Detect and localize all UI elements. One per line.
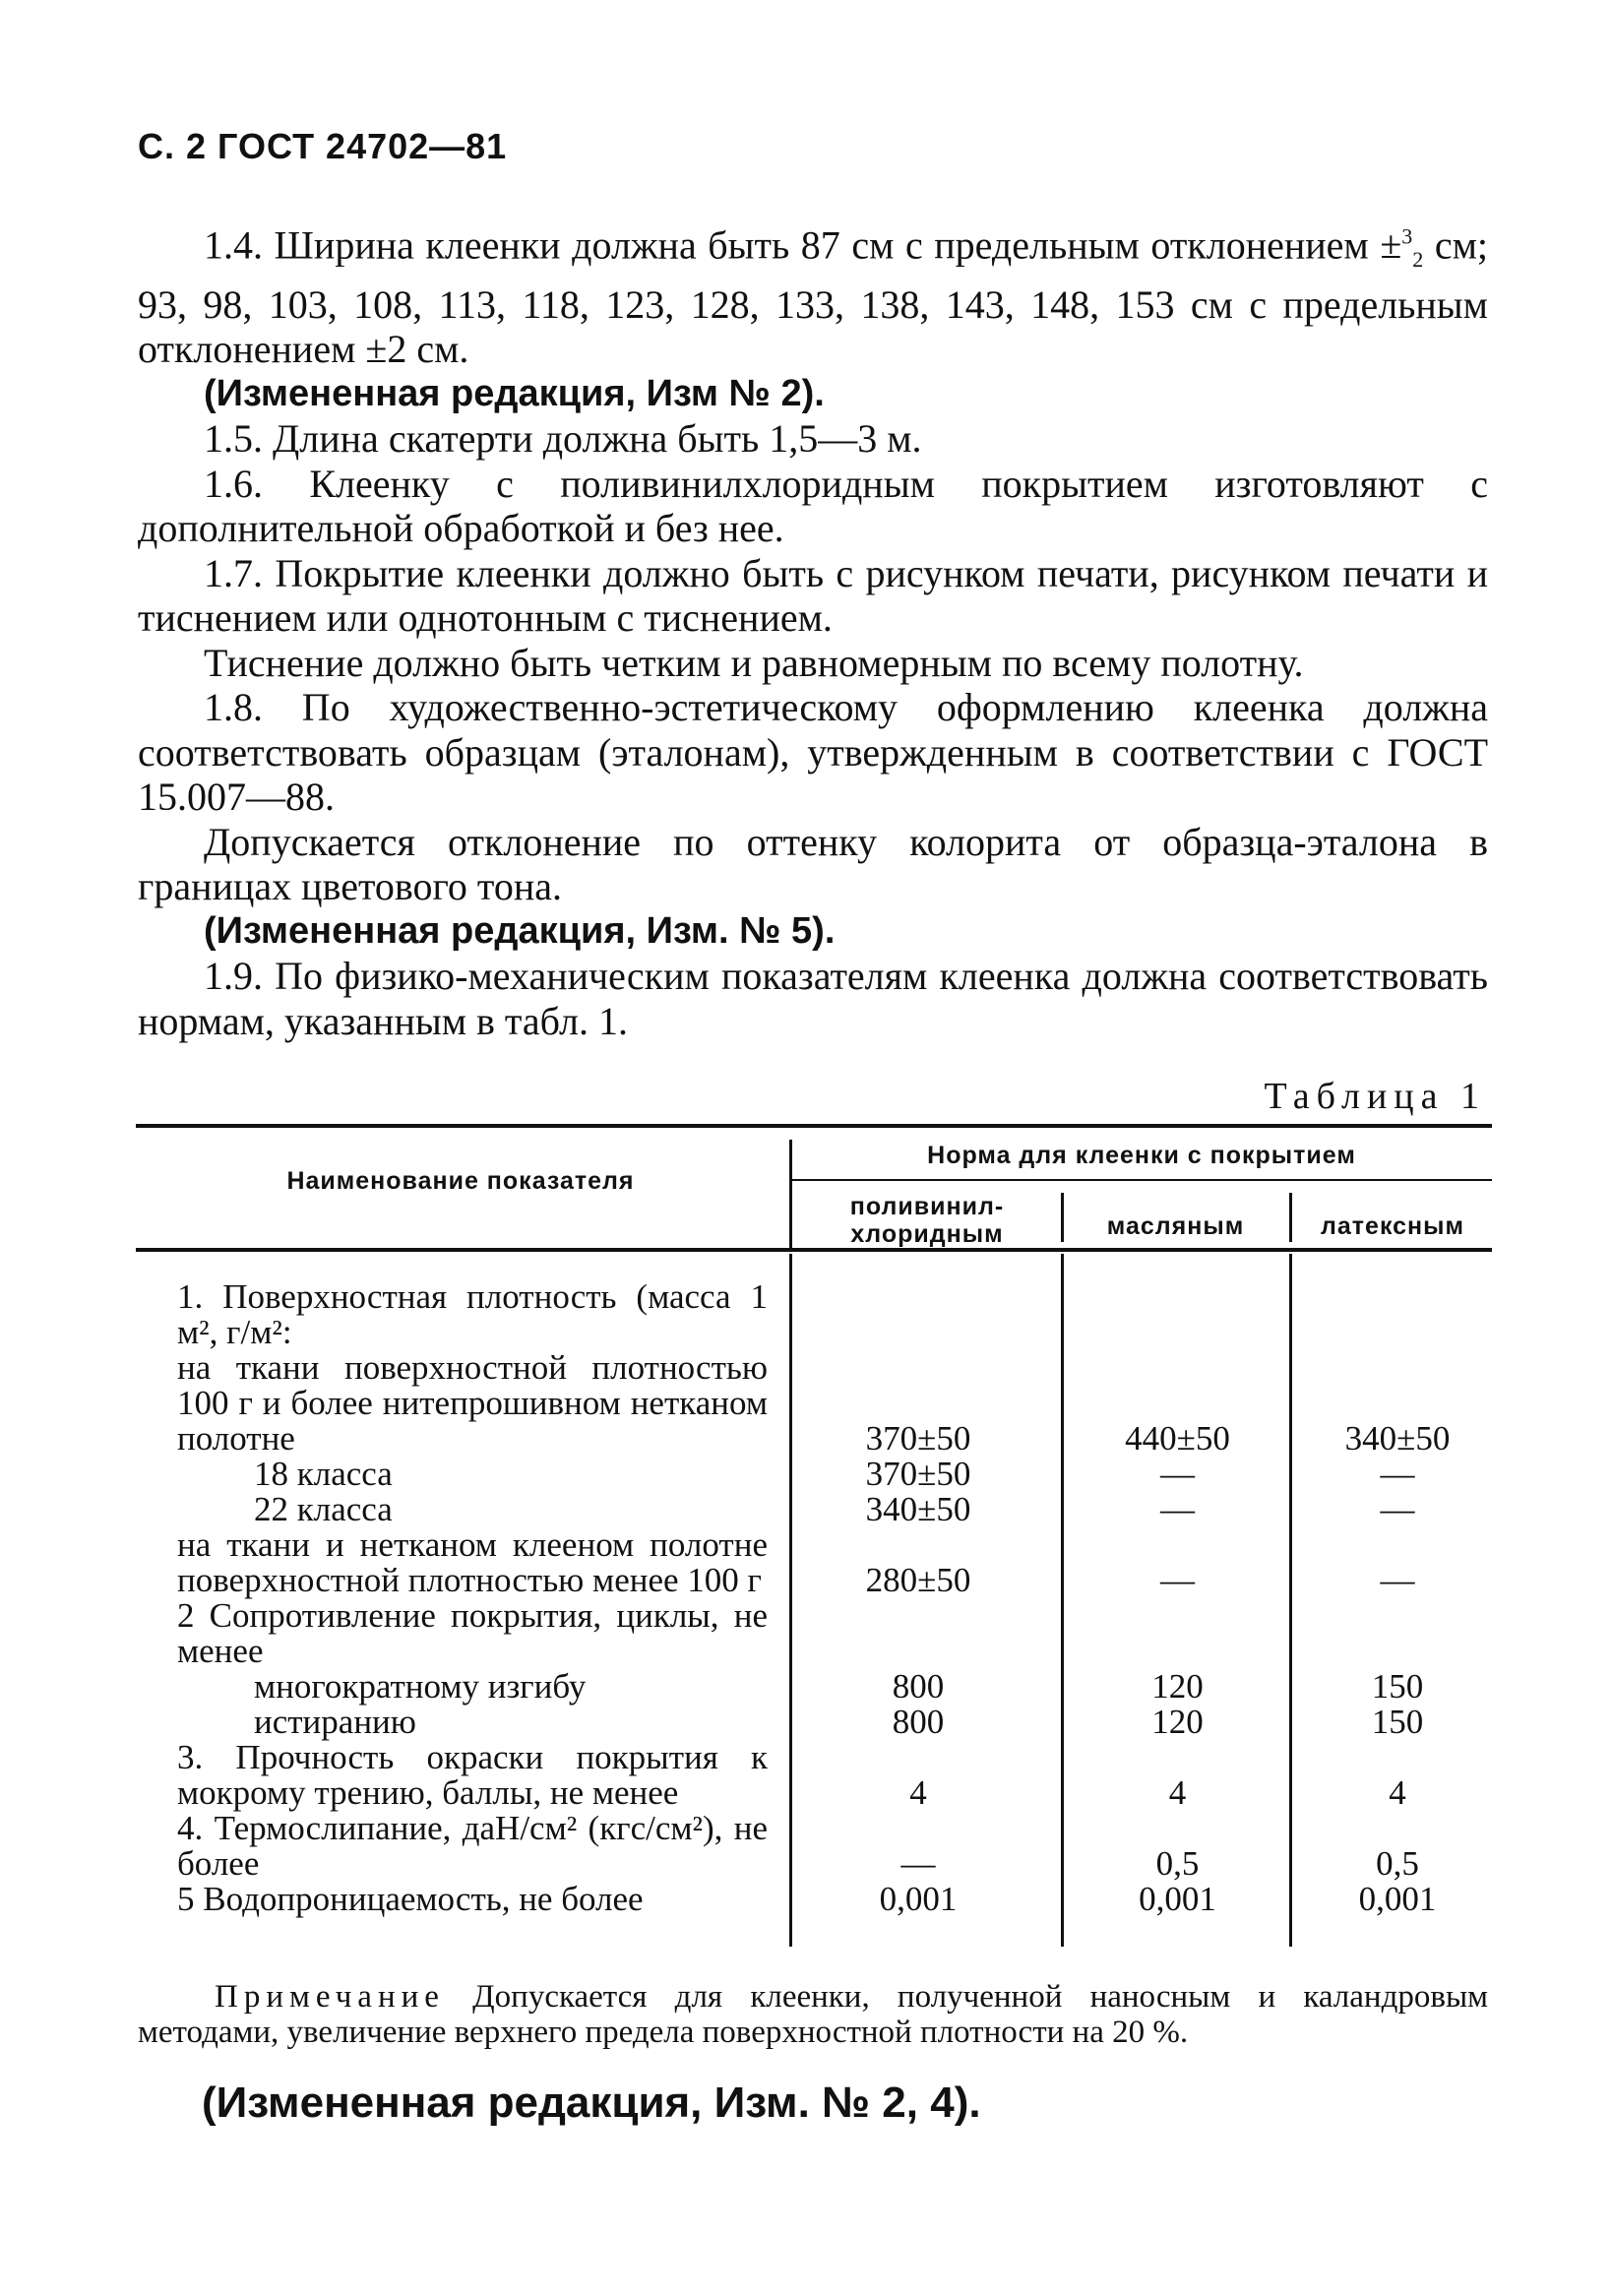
- table-caption: Таблица 1: [1264, 1076, 1486, 1117]
- value-pvc: 4: [909, 1773, 927, 1812]
- value-oil: —: [1160, 1490, 1195, 1528]
- value-oil: 120: [1151, 1703, 1204, 1741]
- row-label: на ткани поверхностной плотностью 100 г и более нитепрошивном нетканом полотне: [177, 1348, 768, 1458]
- paragraph-1-4: [138, 215, 1488, 372]
- value-pvc: 370±50: [865, 1419, 971, 1458]
- value-latex: 0,5: [1376, 1844, 1419, 1883]
- table-row: [136, 1350, 1492, 1457]
- header-bottom-rule: [136, 1248, 1492, 1252]
- paragraph-1-6: 1.6. Клеенку с поливинилхлоридным покрытием изготовляют с дополнительной обработкой и без нее.: [138, 461, 1488, 551]
- table-row: [136, 1527, 1492, 1598]
- value-pvc: 800: [892, 1667, 945, 1706]
- table-row: [136, 1457, 1492, 1492]
- paragraph-1-7: 1.7. Покрытие клеенки должно быть с рисунком печати, рисунком печати и тиснением или однотонным с тиснением.: [138, 550, 1488, 641]
- header-norm-group: Норма для клеенки с покрытием: [927, 1142, 1356, 1169]
- value-latex: 150: [1371, 1667, 1424, 1706]
- revision-note-2: (Измененная редакция, Изм. № 5).: [204, 909, 836, 952]
- value-latex: —: [1380, 1561, 1415, 1599]
- paragraph-1-8-deviation: Допускается отклонение по оттенку колорита от образца-эталона в границах цветового тона.: [138, 819, 1488, 909]
- value-pvc: 0,001: [879, 1880, 958, 1918]
- header-divider-1: [789, 1140, 792, 1248]
- value-latex: 150: [1371, 1703, 1424, 1741]
- value-pvc: 280±50: [865, 1561, 971, 1599]
- table-row: [136, 1705, 1492, 1740]
- table-row: [136, 1492, 1492, 1527]
- value-latex: —: [1380, 1490, 1415, 1528]
- page-header: С. 2 ГОСТ 24702—81: [138, 126, 508, 166]
- value-oil: —: [1160, 1561, 1195, 1599]
- tolerance: [1380, 222, 1424, 273]
- table-body: [136, 1279, 1492, 1917]
- value-oil: 120: [1151, 1667, 1204, 1706]
- header-divider-3: [1289, 1193, 1292, 1242]
- tolerance-sign: ±: [1380, 222, 1402, 268]
- header-indicator-name: Наименование показателя: [286, 1167, 635, 1195]
- value-oil: 4: [1168, 1773, 1187, 1812]
- table-note: [138, 1979, 1488, 2050]
- row-label: на ткани и нетканом клееном полотне поверхностной плотностью менее 100 г: [177, 1525, 768, 1599]
- paragraph-1-5: 1.5. Длина скатерти должна быть 1,5—3 м.: [204, 416, 922, 462]
- tolerance-lower: 2: [1412, 247, 1424, 273]
- table-row: [136, 1669, 1492, 1705]
- table-top-rule: [136, 1124, 1492, 1128]
- value-pvc: —: [900, 1844, 936, 1883]
- revision-note-1: (Измененная редакция, Изм № 2).: [204, 372, 825, 414]
- value-latex: —: [1380, 1455, 1415, 1493]
- value-oil: 0,001: [1139, 1880, 1216, 1918]
- value-oil: —: [1160, 1455, 1195, 1493]
- note-lead: Примечание: [215, 1979, 445, 2015]
- value-pvc: 340±50: [865, 1490, 971, 1528]
- paragraph-1-4-part-a: 1.4. Ширина клеенки должна быть 87 см с предельным отклонением: [204, 222, 1381, 268]
- header-group-rule: [791, 1179, 1492, 1181]
- paragraph-1-4-part-b: см; 93, 98, 103, 108, 113, 118, 123, 128, 133, 138, 143, 148, 153 см с предельным отклонением ±2 см.: [138, 222, 1489, 372]
- value-pvc: 370±50: [865, 1455, 971, 1493]
- note-text: Допускается для клеенки, полученной наносным и каландровым методами, увеличение верхнего предела поверхностной плотности на 20 %.: [138, 1979, 1488, 2050]
- tolerance-upper: 3: [1401, 224, 1413, 249]
- row-label: 18 класса: [254, 1455, 393, 1493]
- body-text: [138, 215, 1488, 1043]
- table-row: [136, 1598, 1492, 1669]
- revision-note-final: (Измененная редакция, Изм. № 2, 4).: [202, 2079, 981, 2127]
- row-label: 1. Поверхностная плотность (масса 1 м², г/м²:: [177, 1277, 768, 1351]
- table-row: [136, 1882, 1492, 1917]
- row-label: многократному изгибу: [254, 1667, 587, 1706]
- value-latex: 4: [1389, 1773, 1406, 1812]
- header-divider-2: [1061, 1193, 1064, 1242]
- row-label: 2 Сопротивление покрытия, циклы, не менее: [177, 1596, 768, 1670]
- table-row: [136, 1279, 768, 1350]
- row-label: 22 класса: [254, 1490, 393, 1528]
- row-label: истиранию: [254, 1703, 416, 1741]
- paragraph-1-9: 1.9. По физико-механическим показателям клеенка должна соответствовать нормам, указанным в табл. 1.: [138, 954, 1488, 1043]
- row-label: 3. Прочность окраски покрытия к мокрому трению, баллы, не менее: [177, 1738, 768, 1812]
- row-label: 5 Водопроницаемость, не более: [177, 1880, 644, 1918]
- header-oil: масляным: [1106, 1212, 1245, 1240]
- header-latex: латексным: [1321, 1212, 1464, 1240]
- paragraph-1-8: 1.8. По художественно-эстетическому оформлению клеенка должна соответствовать образцам (эталонам), утвержденным в соответствии с ГОСТ 15.007—88.: [138, 685, 1488, 820]
- value-latex: 340±50: [1344, 1419, 1451, 1458]
- value-pvc: 800: [892, 1703, 945, 1741]
- paragraph-1-7-embossing: Тиснение должно быть четким и равномерным по всему полотну.: [204, 640, 1304, 685]
- header-pvc: поливинил-хлоридным: [849, 1193, 1005, 1248]
- value-latex: 0,001: [1358, 1880, 1437, 1918]
- row-label: 4. Термослипание, даН/см² (кгс/см²), не более: [177, 1809, 768, 1883]
- value-oil: 440±50: [1125, 1419, 1230, 1458]
- table-row: [136, 1811, 1492, 1882]
- value-oil: 0,5: [1155, 1844, 1200, 1883]
- table-row: [136, 1740, 1492, 1811]
